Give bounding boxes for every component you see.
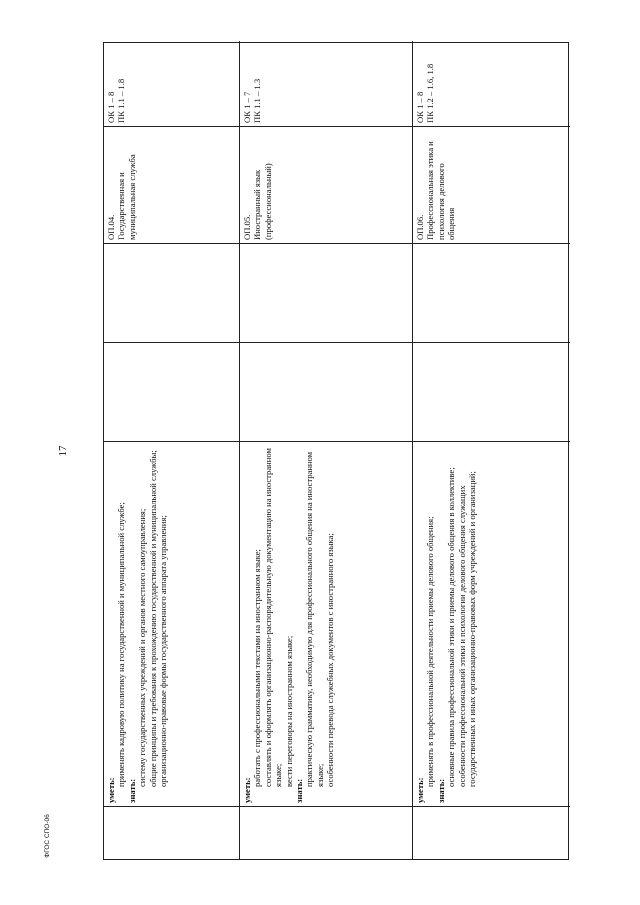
discipline-code: ОП.04. (106, 214, 116, 240)
znat-item: практическую грамматику, необходимую для профессионального общения на иностранном языке; (304, 451, 325, 787)
page-number: 17 (57, 445, 69, 457)
empty-cell (413, 243, 570, 342)
znat-item: организационно-правовые формы государственного аппарата управления; (158, 515, 169, 787)
znat-item: особенности профессиональной этики и психологии делового общения служащих государственных и иных организационно-правовых форм учреждений и организаций; (456, 471, 478, 787)
znat-label: знать: (435, 778, 446, 803)
competency-code: ПК 1.1 – 1.8 (116, 78, 127, 123)
row-number-cell (240, 806, 412, 859)
rotated-page (103, 42, 569, 860)
requirements-cell (413, 441, 570, 806)
requirements-cell (104, 441, 239, 806)
footer-text: ФГОС СПО-06 (44, 814, 51, 858)
empty-cell (240, 243, 412, 342)
competencies-cell (240, 41, 412, 126)
znat-item: особенности перевода служебных документов с иностранного языка; (325, 533, 336, 787)
competencies-cell (413, 41, 570, 126)
umet-item: вести переговоры на иностранном языке; (283, 635, 294, 787)
empty-cell (104, 342, 239, 441)
umet-label: уметь: (415, 777, 425, 803)
znat-label: знать: (126, 778, 137, 803)
discipline-code: ОП.06. (415, 214, 425, 240)
znat-item: общие принципы и требования к прохождению государственной и муниципальной службы; (147, 450, 158, 787)
competency-code: ПК 1.1 – 1.3 (252, 78, 263, 123)
competencies-cell (104, 41, 239, 126)
competency-code: ОК 1 – 8 (415, 91, 425, 123)
discipline-name: Профессиональная этика и психология делового общения (425, 141, 457, 240)
table-row (104, 41, 240, 859)
znat-item: основные правила профессиональной этики и приемы делового общения в коллективе; (446, 467, 457, 787)
znat-label: знать: (294, 778, 305, 803)
umet-item: применять кадровую политику на государственной и муниципальной службе; (116, 502, 127, 787)
empty-cell (104, 243, 239, 342)
table-row (413, 41, 570, 859)
discipline-code: ОП.05. (242, 214, 252, 240)
requirements-cell (240, 441, 412, 806)
row-number-cell (104, 806, 239, 859)
discipline-cell (240, 126, 412, 243)
discipline-name: Государственная и муниципальная служба (116, 154, 137, 240)
discipline-name: Иностранный язык (профессиональный) (252, 163, 273, 240)
competency-code: ОК 1 – 7 (242, 91, 252, 123)
znat-item: систему государственных учреждений и органов местного самоуправления; (137, 508, 148, 787)
row-number-cell (413, 806, 570, 859)
competency-code: ОК 1 – 8 (106, 91, 116, 123)
discipline-cell (104, 126, 239, 243)
disciplines-table (103, 42, 569, 860)
umet-label: уметь: (242, 777, 252, 803)
discipline-cell (413, 126, 570, 243)
umet-item: работать с профессиональными текстами на иностранном языке; (252, 549, 263, 787)
umet-label: уметь: (106, 777, 116, 803)
empty-cell (240, 342, 412, 441)
empty-cell (413, 342, 570, 441)
umet-item: составлять и оформлять организационно-распорядительную документацию на иностранном языке; (262, 448, 284, 787)
table-row (240, 41, 413, 859)
competency-code: ПК 1.2 – 1.6, 1.8 (425, 63, 436, 123)
umet-item: применять в профессиональной деятельности приемы делового общения; (425, 516, 436, 787)
